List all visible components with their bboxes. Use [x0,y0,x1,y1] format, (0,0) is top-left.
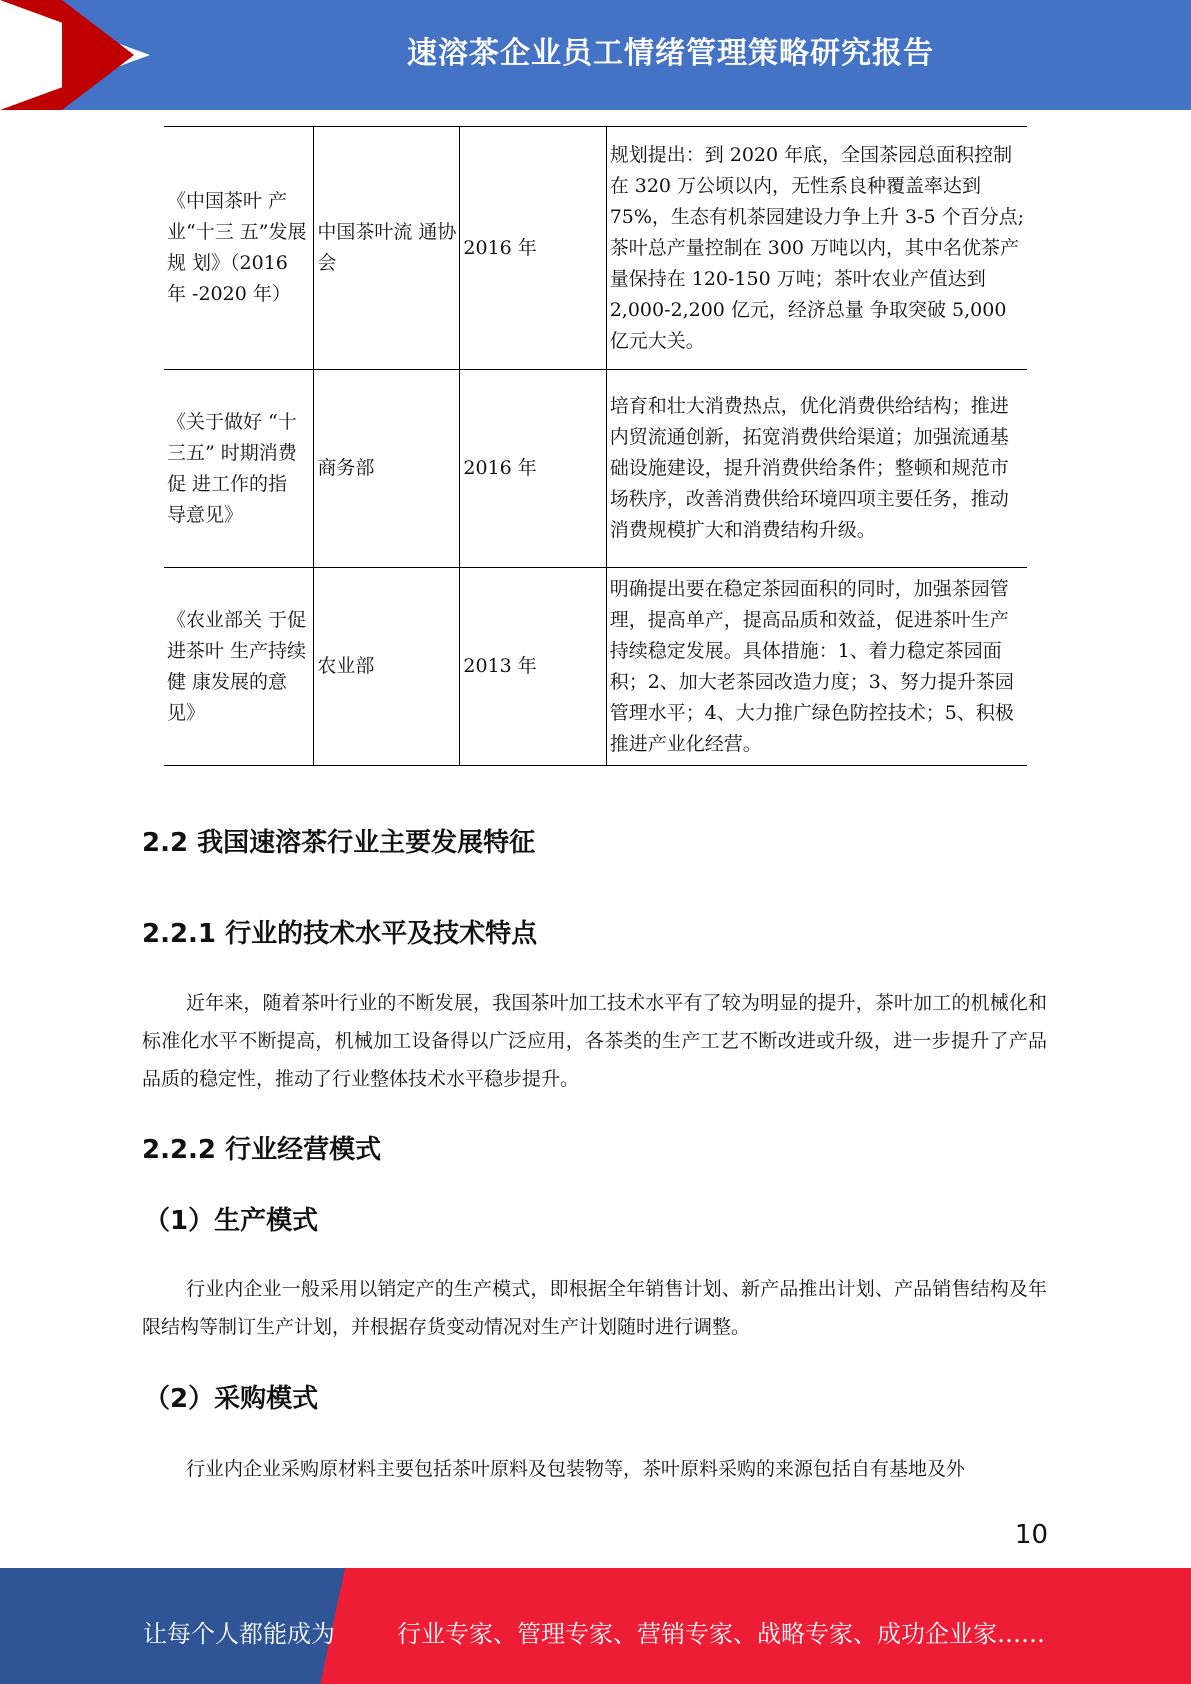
policy-name-cell: 《中国茶叶 产业“十三 五”发展规 划》（2016 年 -2020 年） [164,127,314,370]
subheading-purchase-mode: （2）采购模式 [144,1384,319,1414]
policy-name-cell: 《关于做好 “十三五” 时期消费促 进工作的指 导意见》 [164,370,314,568]
table-row [164,568,1027,766]
policy-table [164,126,1027,766]
year-cell: 2013 年 [460,568,606,766]
year-cell: 2016 年 [460,370,606,568]
header-arrow-red [62,0,134,110]
page-number: 10 [1014,1520,1048,1550]
paragraph-production-mode: 行业内企业一般采用以销定产的生产模式，即根据全年销售计划、新产品推出计划、产品销售结构及年限结构等制订生产计划，并根据存货变动情况对生产计划随时进行调整。 [142,1278,1047,1338]
section-heading-2-2-2: 2.2.2 行业经营模式 [142,1135,382,1165]
page-header [0,0,1191,110]
paragraph-tech-level: 近年来，随着茶叶行业的不断发展，我国茶叶加工技术水平有了较为明显的提升，茶叶加工的机械化和标准化水平不断提高，机械加工设备得以广泛应用，各茶类的生产工艺不断改进或升级，进一步提升了产品品质的稳定性，推动了行业整体技术水平稳步提升。 [142,992,1047,1090]
page-footer [0,1568,1191,1684]
content-cell: 明确提出要在稳定茶园面积的同时，加强茶园管理，提高单产，提高品质和效益，促进茶叶生产持续稳定发展。具体措施：1、着力稳定茶园面积；2、加大老茶园改造力度；3、努力提升茶园管理水平；4、大力推广绿色防控技术；5、积极推进产业化经营。 [606,568,1027,766]
year-cell: 2016 年 [460,127,606,370]
section-heading-2-2-1: 2.2.1 行业的技术水平及技术特点 [142,919,538,949]
section-heading-2-2: 2.2 我国速溶茶行业主要发展特征 [142,828,536,858]
issuer-cell: 中国茶叶流 通协会 [314,127,460,370]
paragraph-purchase-mode: 行业内企业采购原材料主要包括茶叶原料及包装物等，茶叶原料采购的来源包括自有基地及外 [186,1458,966,1480]
table-row [164,127,1027,370]
footer-slogan-left: 让每个人都能成为 [143,1620,335,1648]
report-title: 速溶茶企业员工情绪管理策略研究报告 [407,36,934,71]
table-row [164,370,1027,568]
subheading-production-mode: （1）生产模式 [144,1206,319,1236]
policy-name-cell: 《农业部关 于促进茶叶 生产持续健 康发展的意 见》 [164,568,314,766]
footer-slogan-right: 行业专家、管理专家、营销专家、战略专家、成功企业家…… [397,1620,1045,1648]
content-cell: 规划提出：到 2020 年底，全国茶园总面积控制在 320 万公顷以内，无性系良种覆盖率达到 75%，生态有机茶园建设力争上升 3-5 个百分点;茶叶总产量控制在 300 万吨以内，其中名优茶产量保持在 120-150 万吨；茶叶农业产值达到 2,000-2,200 亿元，经济总量 争取突破 5,000 亿元大关。 [606,127,1027,370]
content-cell: 培育和壮大消费热点，优化消费供给结构；推进内贸流通创新，拓宽消费供给渠道；加强流通基础设施建设，提升消费供给条件；整顿和规范市场秩序，改善消费供给环境四项主要任务，推动消费规模扩大和消费结构升级。 [606,370,1027,568]
issuer-cell: 农业部 [314,568,460,766]
issuer-cell: 商务部 [314,370,460,568]
